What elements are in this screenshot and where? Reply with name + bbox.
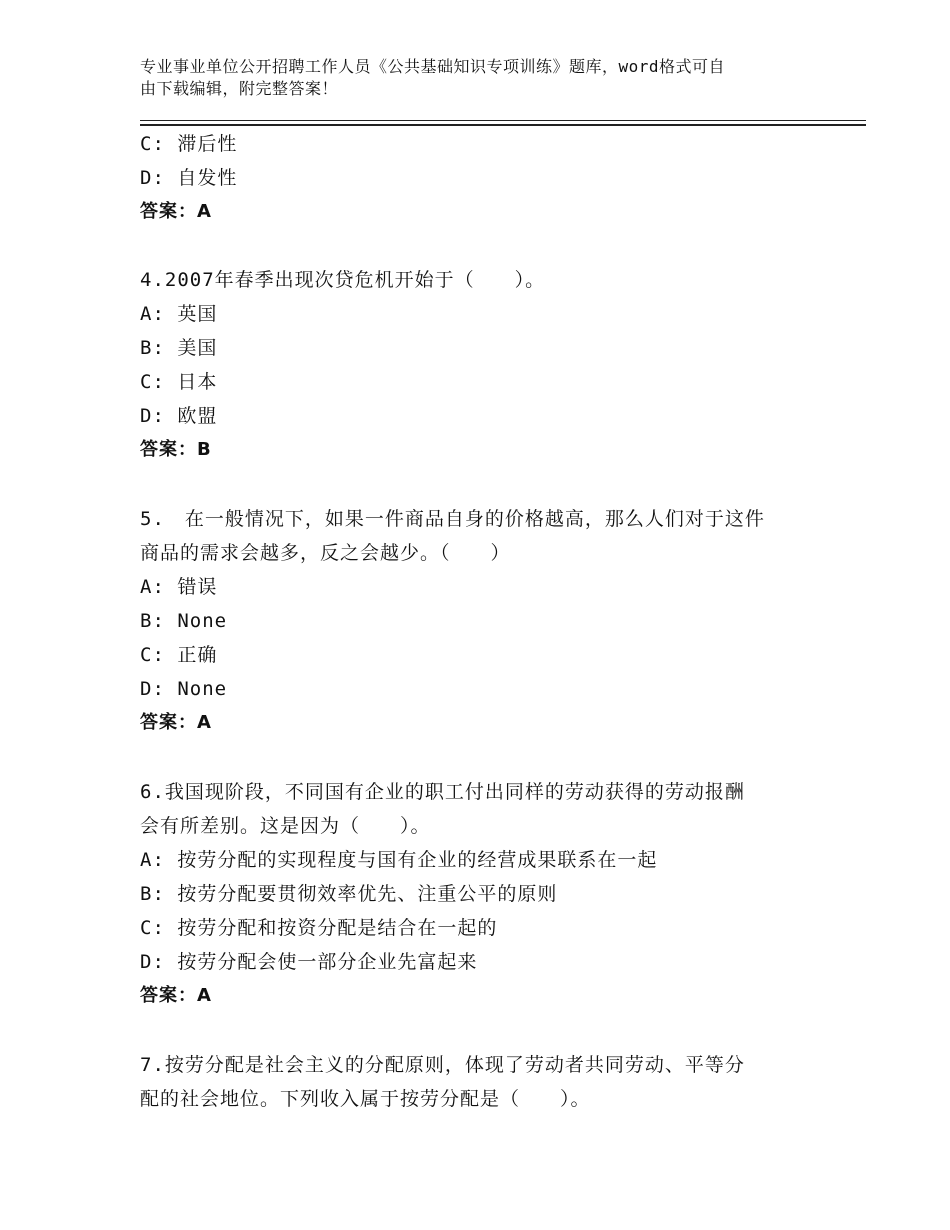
q5-option-b: B: None xyxy=(140,610,228,632)
q5-answer: 答案：A xyxy=(140,712,212,733)
q7-stem-line-1: 7.按劳分配是社会主义的分配原则，体现了劳动者共同劳动、平等分 xyxy=(140,1054,745,1076)
q3-option-c: C: 滞后性 xyxy=(140,133,238,155)
q7-stem-line-2: 配的社会地位。下列收入属于按劳分配是（ ）。 xyxy=(140,1088,591,1110)
q6-option-c: C: 按劳分配和按资分配是结合在一起的 xyxy=(140,917,498,939)
page-header xyxy=(140,56,820,100)
q6-option-b: B: 按劳分配要贯彻效率优先、注重公平的原则 xyxy=(140,883,558,905)
q4-answer: 答案：B xyxy=(140,439,212,460)
q5-option-a: A: 错误 xyxy=(140,576,218,598)
q4-option-b: B: 美国 xyxy=(140,337,218,359)
q6-answer: 答案：A xyxy=(140,985,212,1006)
q6-option-a: A: 按劳分配的实现程度与国有企业的经营成果联系在一起 xyxy=(140,849,658,871)
header-divider-top xyxy=(140,120,866,121)
q6-option-d: D: 按劳分配会使一部分企业先富起来 xyxy=(140,951,478,973)
q4-option-a: A: 英国 xyxy=(140,303,218,325)
header-divider-bottom xyxy=(140,124,866,126)
header-line-1: 专业事业单位公开招聘工作人员《公共基础知识专项训练》题库，word格式可自 xyxy=(140,57,726,76)
q4-option-d: D: 欧盟 xyxy=(140,405,218,427)
q3-answer: 答案：A xyxy=(140,201,212,222)
q4-option-c: C: 日本 xyxy=(140,371,218,393)
header-line-2: 由下载编辑，附完整答案！ xyxy=(140,79,339,98)
q5-option-d: D: None xyxy=(140,678,228,700)
q4-stem: 4.2007年春季出现次贷危机开始于（ ）。 xyxy=(140,269,546,291)
q5-stem-line-1: 5. 在一般情况下，如果一件商品自身的价格越高，那么人们对于这件 xyxy=(140,508,765,530)
q6-stem-line-2: 会有所差别。这是因为（ ）。 xyxy=(140,815,431,837)
q5-option-c: C: 正确 xyxy=(140,644,218,666)
q6-stem-line-1: 6.我国现阶段，不同国有企业的职工付出同样的劳动获得的劳动报酬 xyxy=(140,781,745,803)
q5-stem-line-2: 商品的需求会越多，反之会越少。（ ） xyxy=(140,542,511,564)
q3-option-d: D: 自发性 xyxy=(140,167,238,189)
